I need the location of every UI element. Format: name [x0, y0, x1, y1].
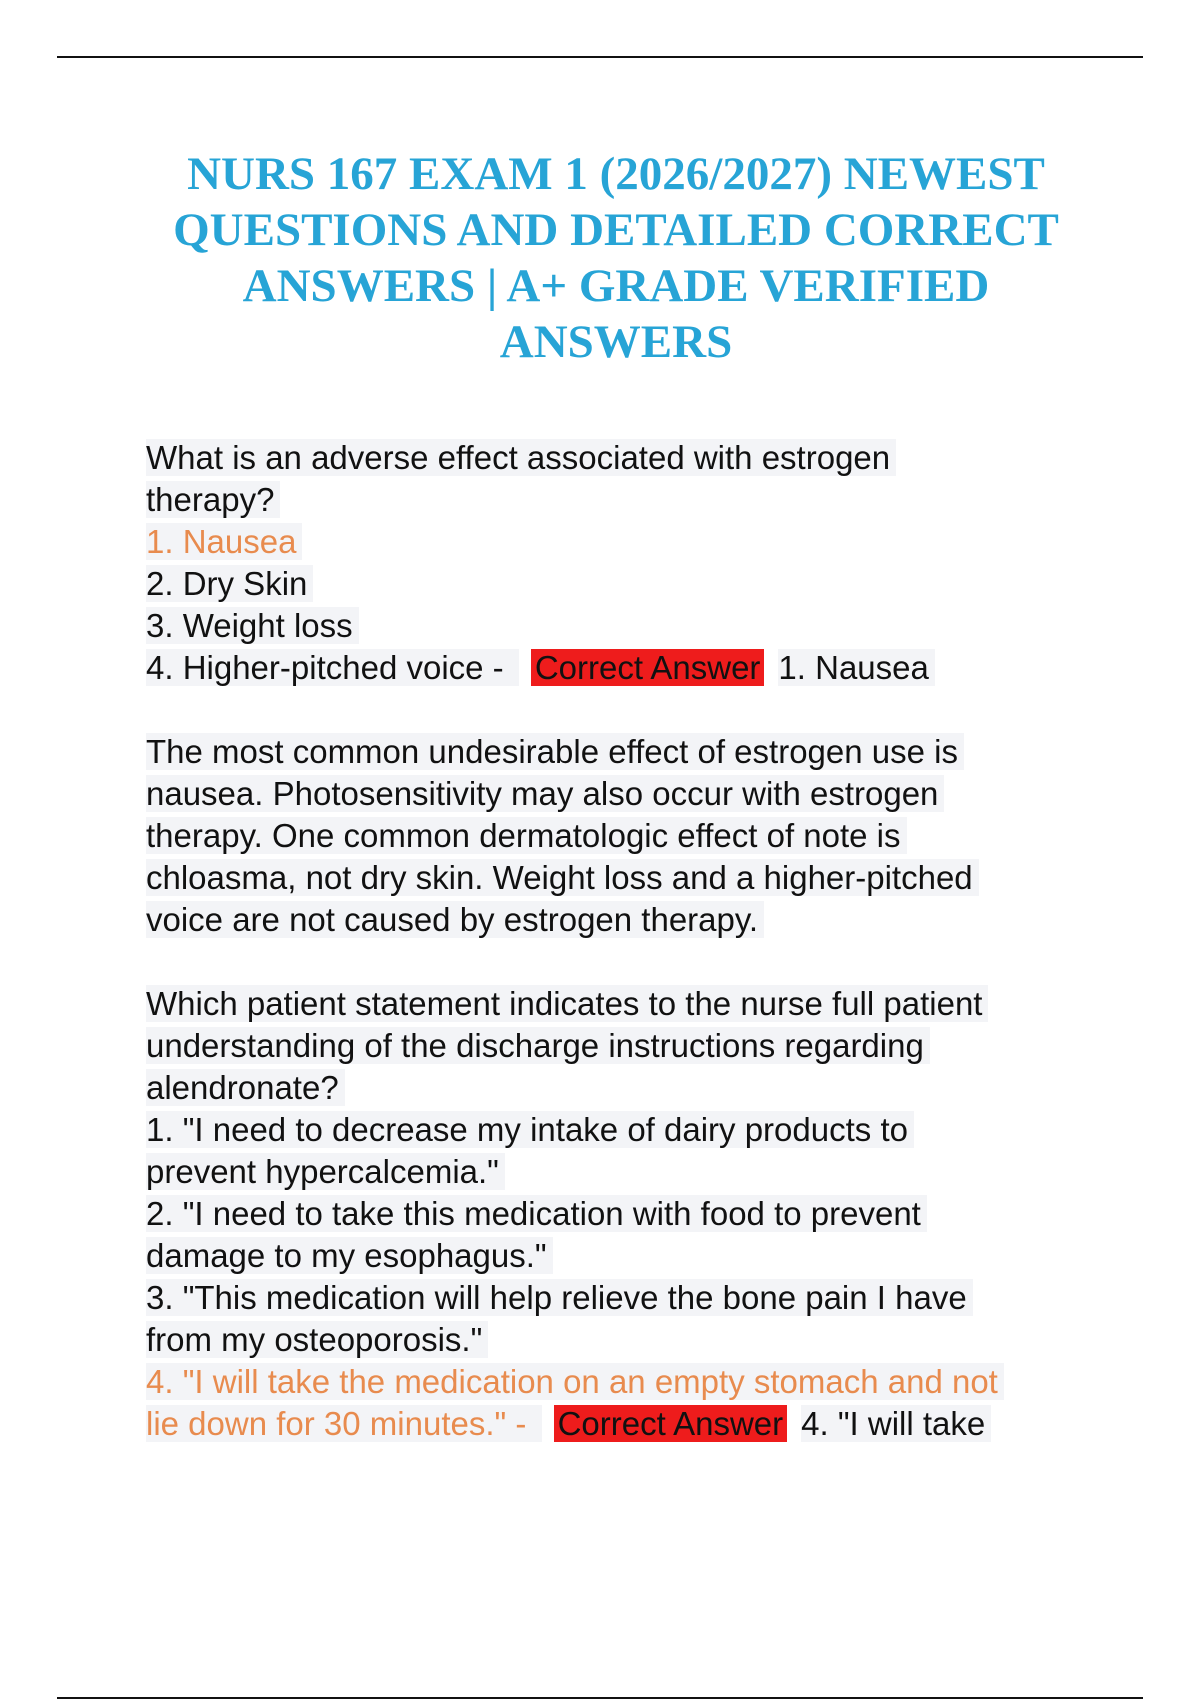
option: 3. Weight loss: [146, 607, 359, 644]
rationale-text: chloasma, not dry skin. Weight loss and a higher-pitched: [146, 859, 979, 896]
spacer: [146, 689, 1146, 731]
option: 4. Higher-pitched voice -: [146, 649, 519, 686]
spacer: [146, 941, 1146, 983]
option: prevent hypercalcemia.": [146, 1153, 505, 1190]
bottom-rule: [57, 1697, 1143, 1699]
top-rule: [57, 56, 1143, 58]
answer-text: 1. Nausea: [778, 649, 934, 686]
question-1: [146, 437, 1146, 689]
option-correct: lie down for 30 minutes." -: [146, 1405, 542, 1442]
question-2: [146, 983, 1146, 1445]
rationale-text: therapy. One common dermatologic effect of note is: [146, 817, 907, 854]
question-text: Which patient statement indicates to the nurse full patient: [146, 985, 988, 1022]
option: from my osteoporosis.": [146, 1321, 488, 1358]
question-text: therapy?: [146, 481, 280, 518]
answer-text: 4. "I will take: [801, 1405, 991, 1442]
option-correct: 1. Nausea: [146, 523, 302, 560]
option: damage to my esophagus.": [146, 1237, 553, 1274]
document-title: [100, 146, 1132, 370]
title-line: ANSWERS | A+ GRADE VERIFIED: [242, 260, 990, 312]
option-correct: 4. "I will take the medication on an empty stomach and not: [146, 1363, 1004, 1400]
option: 1. "I need to decrease my intake of dairy products to: [146, 1111, 914, 1148]
rationale-text: The most common undesirable effect of estrogen use is: [146, 733, 964, 770]
title-line: ANSWERS: [499, 316, 733, 368]
option: 3. "This medication will help relieve the bone pain I have: [146, 1279, 973, 1316]
option: 2. "I need to take this medication with food to prevent: [146, 1195, 927, 1232]
document-body: [146, 437, 1146, 1445]
rationale-text: nausea. Photosensitivity may also occur with estrogen: [146, 775, 944, 812]
question-text: alendronate?: [146, 1069, 345, 1106]
rationale-1: [146, 731, 1146, 941]
question-text: What is an adverse effect associated with estrogen: [146, 439, 896, 476]
option: 2. Dry Skin: [146, 565, 313, 602]
correct-answer-badge: Correct Answer: [554, 1405, 788, 1442]
question-text: understanding of the discharge instructions regarding: [146, 1027, 930, 1064]
rationale-text: voice are not caused by estrogen therapy.: [146, 901, 764, 938]
title-line: NURS 167 EXAM 1 (2026/2027) NEWEST: [187, 148, 1045, 200]
title-line: QUESTIONS AND DETAILED CORRECT: [173, 204, 1059, 256]
correct-answer-badge: Correct Answer: [531, 649, 765, 686]
